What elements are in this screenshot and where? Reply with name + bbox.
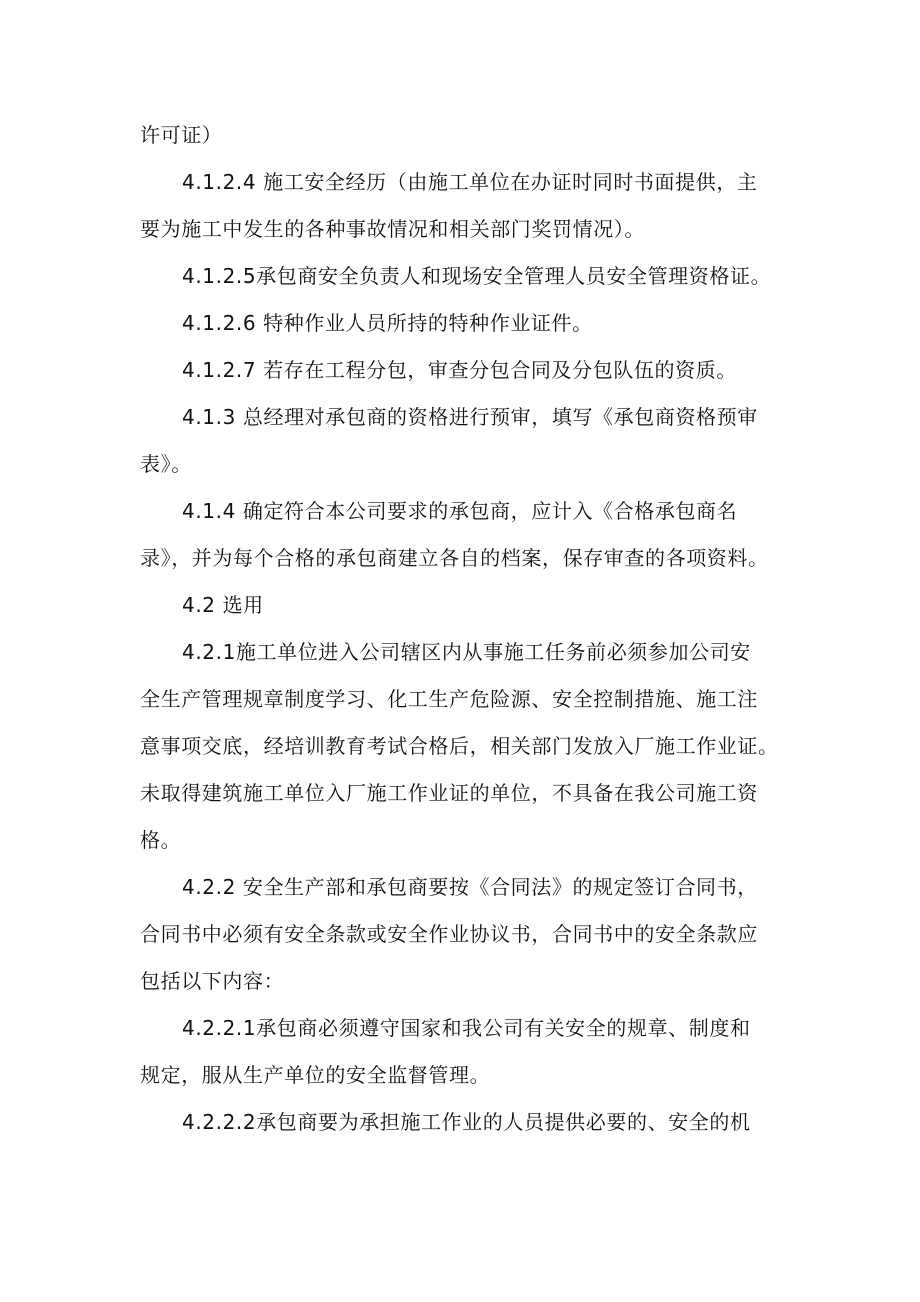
document-body: [140, 112, 800, 1146]
text-line: 4.2.2 安全生产部和承包商要按《合同法》的规定签订合同书，: [182, 875, 758, 899]
text-line: 格。: [140, 828, 182, 852]
text-line: 合同书中必须有安全条款或安全作业协议书，合同书中的安全条款应: [140, 922, 758, 946]
text-line: 表》。: [140, 452, 192, 476]
text-line: 4.1.2.4 施工安全经历（由施工单位在办证时同时书面提供，主: [182, 170, 758, 194]
text-line: 录》，并为每个合格的承包商建立各自的档案，保存审查的各项资料。: [140, 546, 769, 570]
text-line: 4.1.3 总经理对承包商的资格进行预审，填写《承包商资格预审: [182, 405, 758, 429]
text-line: 4.1.2.5承包商安全负责人和现场安全管理人员安全管理资格证。: [182, 264, 772, 288]
text-line: 4.2.2.1承包商必须遵守国家和我公司有关安全的规章、制度和: [182, 1016, 751, 1040]
text-line: 4.1.2.7 若存在工程分包，审查分包合同及分包队伍的资质。: [182, 358, 737, 382]
text-line: 未取得建筑施工单位入厂施工作业证的单位，不具备在我公司施工资: [140, 781, 758, 805]
text-line: 4.1.2.6 特种作业人员所持的特种作业证件。: [182, 311, 593, 335]
text-line: 4.1.4 确定符合本公司要求的承包商，应计入《合格承包商名: [182, 499, 738, 523]
text-line: 全生产管理规章制度学习、化工生产危险源、安全控制措施、施工注: [140, 687, 758, 711]
text-line: 4.2.2.2承包商要为承担施工作业的人员提供必要的、安全的机: [182, 1110, 751, 1134]
text-line: 4.2.1施工单位进入公司辖区内从事施工任务前必须参加公司安: [182, 640, 751, 664]
text-line: 要为施工中发生的各种事故情况和相关部门奖罚情况）。: [140, 217, 645, 241]
text-line: 4.2 选用: [182, 593, 264, 617]
text-line: 规定，服从生产单位的安全监督管理。: [140, 1063, 491, 1087]
text-line: 包括以下内容：: [140, 969, 285, 993]
text-line: 意事项交底，经培训教育考试合格后，相关部门发放入厂施工作业证。: [140, 734, 779, 758]
text-line: 许可证）: [140, 123, 223, 147]
